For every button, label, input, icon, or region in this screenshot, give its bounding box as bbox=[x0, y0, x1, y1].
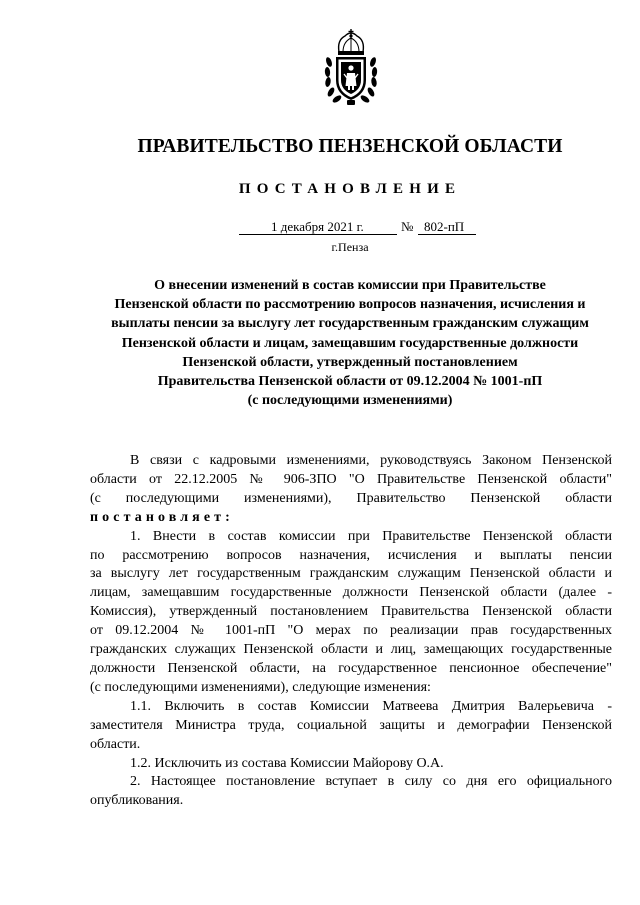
body-line: заместителя Министра труда, социальной защиты и демографии Пензенской bbox=[90, 717, 612, 733]
number-sign: № bbox=[401, 219, 414, 234]
subject-line: Пензенской области, утвержденный постановлением bbox=[182, 354, 518, 370]
subject-line: (с последующими изменениями) bbox=[247, 393, 453, 409]
subject-line: Пензенской области и лицам, замещавшим государственные должности bbox=[121, 335, 579, 351]
document-number: 802-пП bbox=[418, 219, 476, 235]
body-line: области от 22.12.2005 № 906-ЗПО "О Правительстве Пензенской области" bbox=[90, 471, 612, 487]
body-line: лицам, замещавшим государственные должности Пензенской области (далее - bbox=[90, 585, 612, 601]
body-line: по рассмотрению вопросов назначения, исчисления и выплаты пенсии bbox=[90, 547, 612, 563]
body-line: 1.2. Исключить из состава Комиссии Майорову О.А. bbox=[130, 755, 444, 771]
document-date: 1 декабря 2021 г. bbox=[239, 219, 397, 235]
crown-icon bbox=[338, 29, 364, 55]
body-line: гражданских служащих Пензенской области и лиц, замещающих государственные bbox=[90, 642, 612, 658]
item-1-paragraph bbox=[90, 528, 612, 698]
body-line: 2. Настоящее постановление вступает в силу со дня его официального bbox=[130, 774, 612, 790]
decree-word: постановляет: bbox=[90, 509, 234, 525]
subject-line: Правительства Пензенской области от 09.12.2004 № 1001-пП bbox=[157, 374, 543, 390]
item-1-2-paragraph bbox=[90, 755, 612, 774]
body-line: 1. Внести в состав комиссии при Правительстве Пензенской области bbox=[130, 528, 612, 544]
body-line: В связи с кадровыми изменениями, руководствуясь Законом Пензенской bbox=[130, 453, 612, 468]
subject-line: выплаты пенсии за выслугу лет государственным гражданским служащим bbox=[111, 316, 589, 332]
body-line: опубликования. bbox=[90, 793, 184, 809]
subject-line: О внесении изменений в состав комиссии при Правительстве bbox=[154, 278, 546, 293]
body-line: должности Пензенской области, на государственное пенсионное обеспечение" bbox=[90, 660, 612, 676]
government-title: ПРАВИТЕЛЬСТВО ПЕНЗЕНСКОЙ ОБЛАСТИ bbox=[137, 136, 563, 157]
body-line: 1.1. Включить в состав Комиссии Матвеева Дмитрия Валерьевича - bbox=[130, 698, 612, 714]
document-body bbox=[90, 452, 612, 811]
shield-icon bbox=[336, 57, 366, 100]
body-line: за выслугу лет государственным гражданским служащим Пензенской области и bbox=[90, 566, 612, 582]
body-line: (с последующими изменениями), следующие изменения: bbox=[90, 679, 431, 695]
penza-region-coat-of-arms-icon bbox=[323, 26, 379, 106]
preamble-paragraph bbox=[90, 452, 612, 528]
item-2-paragraph bbox=[90, 773, 612, 811]
body-line: (с последующими изменениями), Правительство Пензенской области bbox=[90, 490, 612, 506]
document-city: г.Пенза bbox=[331, 240, 369, 254]
body-line: Комиссия), утвержденный постановлением Правительства Пензенской области bbox=[90, 604, 612, 620]
body-line: от 09.12.2004 № 1001-пП "О мерах по реализации прав государственных bbox=[90, 623, 612, 639]
body-line: области. bbox=[90, 736, 141, 752]
document-subject bbox=[90, 276, 610, 410]
document-type: ПОСТАНОВЛЕНИЕ bbox=[238, 181, 462, 197]
subject-line: Пензенской области по рассмотрению вопросов назначения, исчисления и bbox=[114, 297, 586, 313]
item-1-1-paragraph bbox=[90, 698, 612, 755]
